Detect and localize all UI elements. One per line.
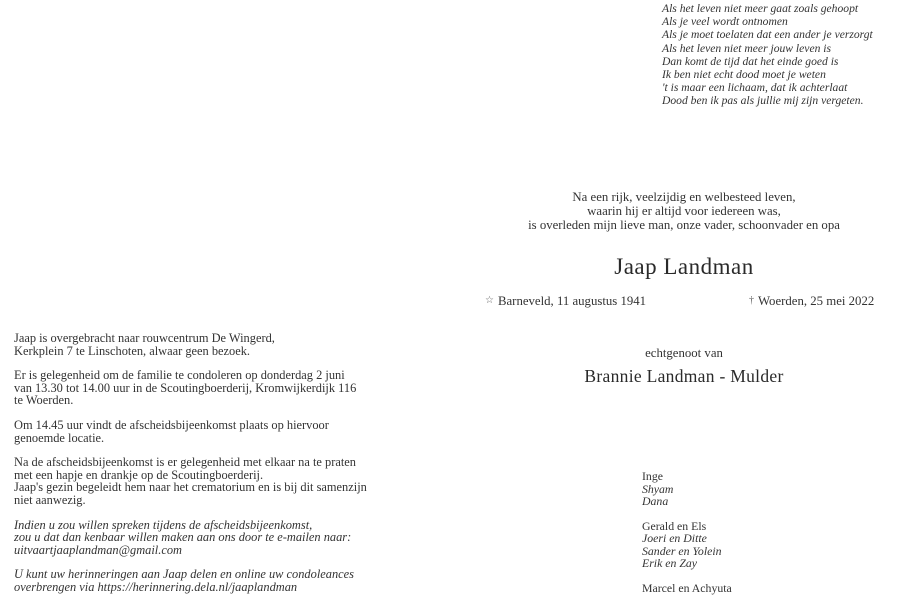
family-group [642, 520, 892, 570]
spouse-name: Brannie Landman - Mulder [584, 366, 784, 386]
text-line: van 13.30 tot 14.00 uur in de Scoutingboerderij, Kromwijkerdijk 116 [14, 380, 357, 395]
paragraph-spreken [14, 519, 454, 557]
family-member: Erik en Zay [642, 556, 698, 570]
paragraph-napraten [14, 456, 454, 506]
poem-line: 't is maar een lichaam, dat ik achterlaat [662, 81, 848, 95]
family-list [642, 470, 892, 606]
family-member: Marcel en Achyuta [642, 580, 732, 595]
birth-text: Barneveld, 11 augustus 1941 [497, 294, 647, 308]
poem-line: Als je veel wordt ontnomen [662, 15, 788, 29]
birth-info [485, 294, 646, 309]
text-line: genoemde locatie. [14, 430, 105, 445]
cross-icon: † [749, 295, 754, 306]
text-line: Indien u zou willen spreken tijdens de afscheidsbijeenkomst, [14, 517, 313, 532]
death-text: Woerden, 25 mei 2022 [758, 294, 875, 308]
poem-line: Dan komt de tijd dat het einde goed is [662, 54, 839, 68]
poem [662, 2, 898, 108]
condolence-link[interactable]: overbrengen via https://herinnering.dela.nl/jaaplandman [14, 579, 298, 594]
intro-line: is overleden mijn lieve man, onze vader, schoonvader en opa [528, 218, 840, 233]
family-member: Dana [642, 494, 669, 508]
poem-line: Dood ben ik pas als jullie mij zijn vergeten. [662, 94, 864, 108]
spouse-label: echtgenoot van [645, 346, 723, 360]
text-line: niet aanwezig. [14, 492, 86, 507]
family-member: Shyam [642, 481, 674, 496]
text-line: te Woerden. [14, 393, 74, 408]
star-icon: ☆ [485, 295, 494, 306]
family-member: Inge [642, 469, 663, 483]
text-line: Er is gelegenheid om de familie te condoleren op donderdag 2 juni [14, 368, 345, 383]
paragraph-rouwcentrum [14, 332, 454, 357]
text-line: Na de afscheidsbijeenkomst is er gelegenheid met elkaar na te praten [14, 455, 356, 470]
deceased-name: Jaap Landman [614, 254, 754, 279]
poem-line: Ik ben niet echt dood moet je weten [662, 67, 826, 81]
family-group [642, 582, 892, 595]
death-info [749, 294, 874, 309]
text-line: zou u dat dan kenbaar willen maken aan ons door te e-mailen naar: [14, 530, 352, 545]
paragraph-condoleren [14, 369, 454, 407]
intro-line: Na een rijk, veelzijdig en welbesteed leven, [572, 190, 796, 204]
poem-line: Als je moet toelaten dat een ander je verzorgt [662, 28, 873, 42]
paragraph-herinneringen [14, 568, 454, 593]
paragraph-afscheid [14, 419, 454, 444]
poem-line: Als het leven niet meer jouw leven is [662, 41, 832, 55]
text-line: Jaap is overgebracht naar rouwcentrum De Wingerd, [14, 331, 275, 345]
text-line: U kunt uw herinneringen aan Jaap delen en online uw condoleances [14, 567, 354, 582]
text-line: Om 14.45 uur vindt de afscheidsbijeenkomst plaats op hiervoor [14, 417, 329, 432]
family-member: Joeri en Ditte [642, 531, 707, 545]
email-link[interactable]: uitvaartjaaplandman@gmail.com [14, 542, 182, 557]
intro-text [470, 190, 898, 233]
text-line: Jaap's gezin begeleidt hem naar het crematorium en is bij dit samenzijn [14, 480, 367, 495]
poem-line: Als het leven niet meer gaat zoals gehoopt [662, 2, 859, 15]
family-member: Sander en Yolein [642, 543, 722, 558]
family-member: Gerald en Els [642, 518, 707, 533]
arrangements-text [14, 332, 454, 606]
intro-line: waarin hij er altijd voor iedereen was, [587, 204, 781, 219]
text-line: met een hapje en drankje op de Scoutingboerderij. [14, 467, 264, 482]
family-group [642, 470, 892, 508]
text-line: Kerkplein 7 te Linschoten, alwaar geen bezoek. [14, 343, 251, 358]
